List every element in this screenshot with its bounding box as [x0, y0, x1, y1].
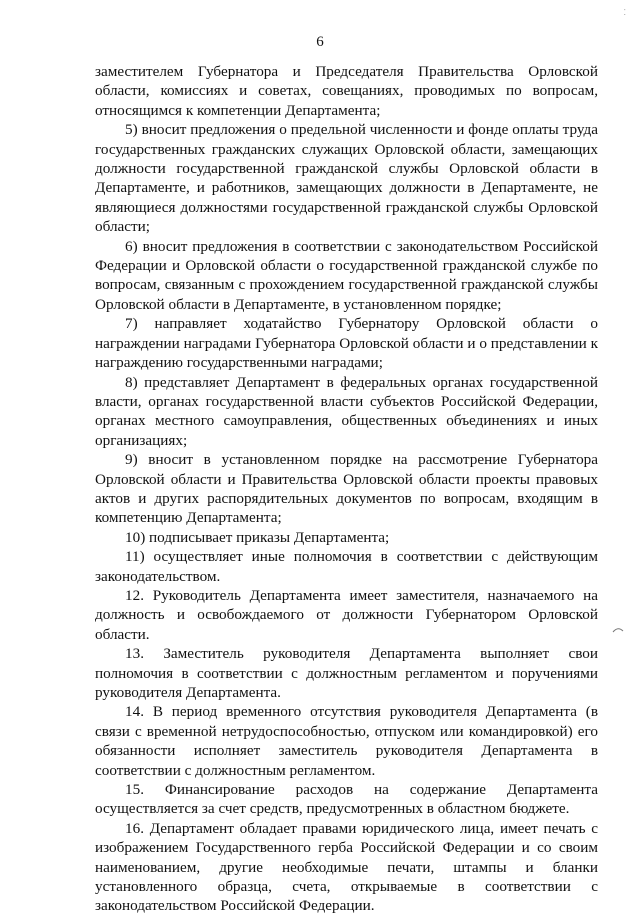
scan-edge-mark	[612, 626, 624, 634]
paragraph-section-15: 15. Финансирование расходов на содержание Департамента осуществляется за счет средств, предусмотренных в областном бюджете.	[95, 781, 598, 818]
scan-artifact: ⁚	[623, 8, 626, 17]
paragraph-item-10: 10) подписывает приказы Департамента;	[125, 528, 390, 546]
paragraph-section-12: 12. Руководитель Департамента имеет заместителя, назначаемого на должность и освобождаемого от должности Губернатором Орловской области.	[95, 586, 598, 643]
paragraph-item-5: 5) вносит предложения о предельной численности и фонде оплаты труда государственных гражданских служащих Орловской области, замещающих должности государственной гражданской службы Орловской области в Департаменте, и работников, замещающих должности в Департаменте, не являющиеся должностями государственной гражданской службы Орловской области;	[95, 121, 598, 236]
paragraph-section-16: 16. Департамент обладает правами юридического лица, имеет печать с изображением Государственного герба Российской Федерации и со своим наименованием, другие необходимые печати, штампы и бланки установленного образца, счета, открываемые в соответствии с законодательством Российской Федерации.	[95, 819, 598, 915]
paragraph-item-9: 9) вносит в установленном порядке на рассмотрение Губернатора Орловской области и Правительства Орловской области проекты правовых актов и других распорядительных документов по вопросам, входящим в компетенцию Департамента;	[95, 451, 598, 527]
page-number: 6	[316, 34, 324, 50]
paragraph-section-14: 14. В период временного отсутствия руководителя Департамента (в связи с временной нетрудоспособностью, отпуском или командировкой) его обязанности исполняет заместитель руководителя Департамента в соответствии с должностным регламентом.	[95, 703, 598, 779]
paragraph-item-8: 8) представляет Департамент в федеральных органах государственной власти, органах государственной власти субъектов Российской Федерации, органах местного самоуправления, общественных объединениях и иных организациях;	[95, 373, 598, 449]
paragraph-item-7: 7) направляет ходатайство Губернатору Орловской области о награждении наградами Губернатора Орловской области и о представлении к награждению государственными наградами;	[95, 315, 598, 372]
paragraph-item-11: 11) осуществляет иные полномочия в соответствии с действующим законодательством.	[95, 548, 598, 585]
document-body	[95, 62, 598, 916]
paragraph-section-13: 13. Заместитель руководителя Департамента выполняет свои полномочия в соответствии с должностным регламентом и поручениями руководителя Департамента.	[95, 645, 598, 701]
paragraph-continuation: заместителем Губернатора и Председателя Правительства Орловской области, комиссиях и советах, совещаниях, проводимых по вопросам, относящимся к компетенции Департамента;	[95, 63, 598, 119]
paragraph-item-6: 6) вносит предложения в соответствии с законодательством Российской Федерации и Орловской области о государственной гражданской службе по вопросам, связанным с прохождением государственной гражданской службы Орловской области в Департаменте, в установленном порядке;	[95, 237, 598, 313]
